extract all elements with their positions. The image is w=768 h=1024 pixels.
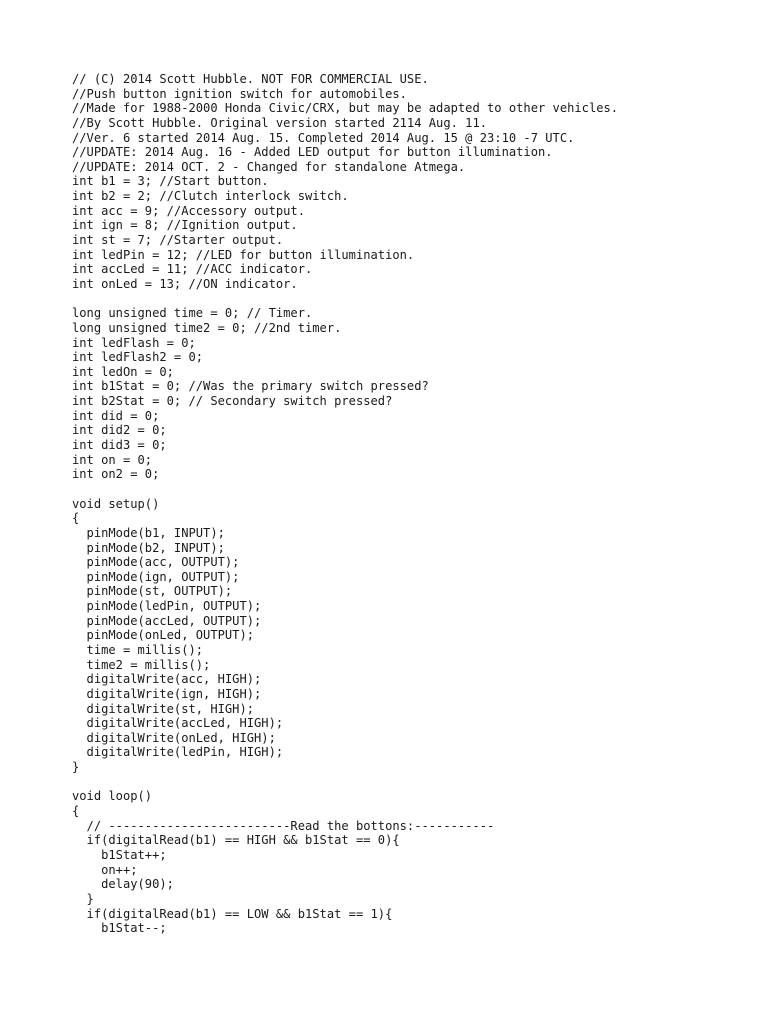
code-line: int did2 = 0; bbox=[72, 423, 167, 438]
code-line: int on2 = 0; bbox=[72, 467, 160, 482]
code-line: b1Stat++; bbox=[72, 847, 167, 862]
code-line bbox=[72, 775, 618, 790]
code-line: int accLed = 11; //ACC indicator. bbox=[72, 262, 313, 277]
code-line bbox=[72, 292, 618, 307]
code-line: int b2 = 2; //Clutch interlock switch. bbox=[72, 189, 349, 204]
code-line: int acc = 9; //Accessory output. bbox=[72, 203, 305, 218]
code-line: int b2Stat = 0; // Secondary switch pressed? bbox=[72, 394, 393, 409]
code-line: pinMode(b2, INPUT); bbox=[72, 540, 225, 555]
code-line: pinMode(st, OUTPUT); bbox=[72, 584, 233, 599]
code-line: int ledPin = 12; //LED for button illumination. bbox=[72, 247, 415, 262]
code-line: pinMode(ign, OUTPUT); bbox=[72, 569, 240, 584]
code-line: long unsigned time2 = 0; //2nd timer. bbox=[72, 320, 342, 335]
code-line bbox=[72, 482, 618, 497]
code-line: } bbox=[72, 760, 80, 775]
code-line: digitalWrite(onLed, HIGH); bbox=[72, 730, 276, 745]
code-line: int onLed = 13; //ON indicator. bbox=[72, 276, 298, 291]
code-line: //Ver. 6 started 2014 Aug. 15. Completed 2014 Aug. 15 @ 23:10 -7 UTC. bbox=[72, 130, 575, 145]
code-line: int ledFlash2 = 0; bbox=[72, 350, 204, 365]
code-line: time2 = millis(); bbox=[72, 657, 211, 672]
code-line: digitalWrite(acc, HIGH); bbox=[72, 672, 262, 687]
code-line: pinMode(b1, INPUT); bbox=[72, 525, 225, 540]
code-line: pinMode(accLed, OUTPUT); bbox=[72, 613, 262, 628]
code-line: on++; bbox=[72, 862, 138, 877]
code-line: if(digitalRead(b1) == HIGH && b1Stat == 0){ bbox=[72, 833, 400, 848]
code-line: pinMode(ledPin, OUTPUT); bbox=[72, 599, 262, 614]
code-line: int did3 = 0; bbox=[72, 438, 167, 453]
code-line: //Push button ignition switch for automobiles. bbox=[72, 86, 407, 101]
code-line: // (C) 2014 Scott Hubble. NOT FOR COMMERCIAL USE. bbox=[72, 72, 429, 86]
code-line: int b1Stat = 0; //Was the primary switch pressed? bbox=[72, 379, 429, 394]
code-line: int ledOn = 0; bbox=[72, 364, 174, 379]
code-line: pinMode(onLed, OUTPUT); bbox=[72, 628, 255, 643]
code-line: { bbox=[72, 804, 80, 819]
code-line: digitalWrite(accLed, HIGH); bbox=[72, 716, 284, 731]
code-line: //By Scott Hubble. Original version started 2114 Aug. 11. bbox=[72, 115, 488, 130]
code-line: void setup() bbox=[72, 496, 160, 511]
code-line: b1Stat--; bbox=[72, 921, 167, 936]
code-line: digitalWrite(st, HIGH); bbox=[72, 701, 255, 716]
code-line: int did = 0; bbox=[72, 408, 160, 423]
code-line: } bbox=[72, 891, 94, 906]
code-line: digitalWrite(ign, HIGH); bbox=[72, 686, 262, 701]
code-line: void loop() bbox=[72, 789, 153, 804]
code-line: delay(90); bbox=[72, 877, 174, 892]
code-line: //Made for 1988-2000 Honda Civic/CRX, but may be adapted to other vehicles. bbox=[72, 101, 619, 116]
code-line: digitalWrite(ledPin, HIGH); bbox=[72, 745, 284, 760]
code-line: //UPDATE: 2014 OCT. 2 - Changed for standalone Atmega. bbox=[72, 159, 466, 174]
code-line: long unsigned time = 0; // Timer. bbox=[72, 306, 313, 321]
code-line: int on = 0; bbox=[72, 452, 153, 467]
code-line: time = millis(); bbox=[72, 642, 204, 657]
code-line: //UPDATE: 2014 Aug. 16 - Added LED output for button illumination. bbox=[72, 145, 553, 160]
code-line: if(digitalRead(b1) == LOW && b1Stat == 1){ bbox=[72, 906, 393, 921]
code-line: int b1 = 3; //Start button. bbox=[72, 174, 269, 189]
code-line: { bbox=[72, 511, 80, 526]
source-code-block bbox=[72, 72, 618, 936]
code-line: pinMode(acc, OUTPUT); bbox=[72, 555, 240, 570]
code-line: int ign = 8; //Ignition output. bbox=[72, 218, 298, 233]
code-line: int st = 7; //Starter output. bbox=[72, 233, 284, 248]
code-line: // -------------------------Read the bottons:----------- bbox=[72, 818, 495, 833]
code-line: int ledFlash = 0; bbox=[72, 335, 196, 350]
